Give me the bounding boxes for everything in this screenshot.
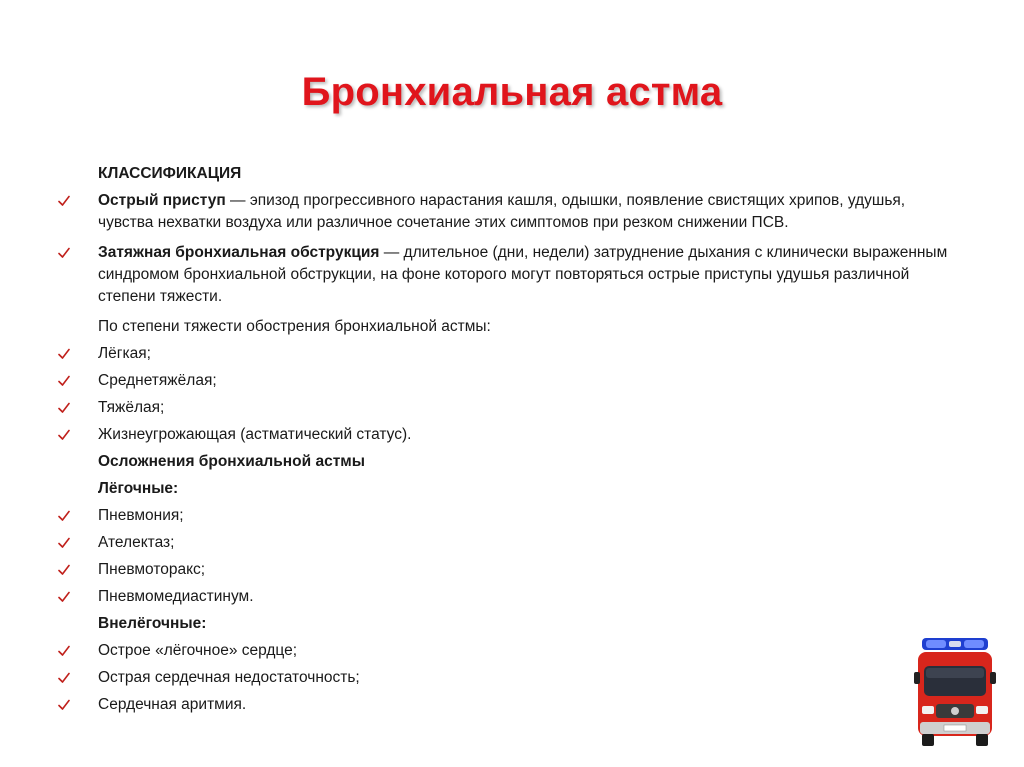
checkmark-icon (58, 370, 72, 392)
list-item-severity (58, 370, 958, 392)
extrapulmonary-label: Острое «лёгочное» сердце; (98, 642, 298, 659)
checkmark-icon (58, 532, 72, 554)
prolonged-obstruction-term: Затяжная бронхиальная обструкция (98, 244, 380, 261)
checkmark-icon (58, 505, 72, 527)
severity-label: Жизнеугрожающая (астматический статус). (98, 426, 412, 443)
pulmonary-heading: Лёгочные: (98, 480, 179, 497)
list-item-severity (58, 424, 958, 446)
extrapulmonary-label: Острая сердечная недостаточность; (98, 669, 360, 686)
severity-heading: По степени тяжести обострения бронхиальной астмы: (98, 318, 491, 335)
list-item-extrapulmonary (58, 667, 958, 689)
checkmark-icon (58, 586, 72, 608)
severity-label: Среднетяжёлая; (98, 372, 217, 389)
prolonged-obstruction-text: — длительное (дни, недели) затруднение дыхания с клинически выраженным синдромом бронхиальной обструкции, на фоне которого могут повторяться острые приступы удушья различной степени тяжести. (98, 244, 948, 305)
checkmark-icon (58, 667, 72, 689)
list-item-prolonged-obstruction (58, 242, 958, 308)
pulmonary-label: Пневмоторакс; (98, 561, 206, 578)
extrapulmonary-heading: Внелёгочные: (98, 615, 207, 632)
list-item-pulmonary (58, 586, 958, 608)
classification-heading: КЛАССИФИКАЦИЯ (98, 165, 242, 182)
list-item-acute-attack (58, 190, 958, 234)
list-item-extrapulmonary (58, 694, 958, 716)
list-item-pulmonary (58, 559, 958, 581)
list-item-extrapulmonary (58, 640, 958, 662)
checkmark-icon (58, 242, 72, 264)
checkmark-icon (58, 640, 72, 662)
severity-label: Лёгкая; (98, 345, 151, 362)
severity-label: Тяжёлая; (98, 399, 165, 416)
pulmonary-label: Ателектаз; (98, 534, 175, 551)
checkmark-icon (58, 559, 72, 581)
list-item-pulmonary (58, 532, 958, 554)
complications-heading: Осложнения бронхиальной астмы (98, 453, 366, 470)
pulmonary-label: Пневмомедиастинум. (98, 588, 254, 605)
ambulance-image (914, 636, 996, 748)
checkmark-icon (58, 343, 72, 365)
list-item-severity (58, 343, 958, 365)
checkmark-icon (58, 694, 72, 716)
list-item-pulmonary (58, 505, 958, 527)
list-item-severity (58, 397, 958, 419)
acute-attack-term: Острый приступ (98, 192, 226, 209)
checkmark-icon (58, 424, 72, 446)
checkmark-icon (58, 397, 72, 419)
slide-title: Бронхиальная астма (301, 70, 723, 114)
acute-attack-text: — эпизод прогрессивного нарастания кашля, одышки, появление свистящих хрипов, удушья, чувства нехватки воздуха или различное сочетание этих симптомов при резком снижении ПСВ. (98, 192, 906, 231)
slide-content (58, 163, 958, 721)
extrapulmonary-label: Сердечная аритмия. (98, 696, 247, 713)
pulmonary-label: Пневмония; (98, 507, 184, 524)
checkmark-icon (58, 190, 72, 212)
